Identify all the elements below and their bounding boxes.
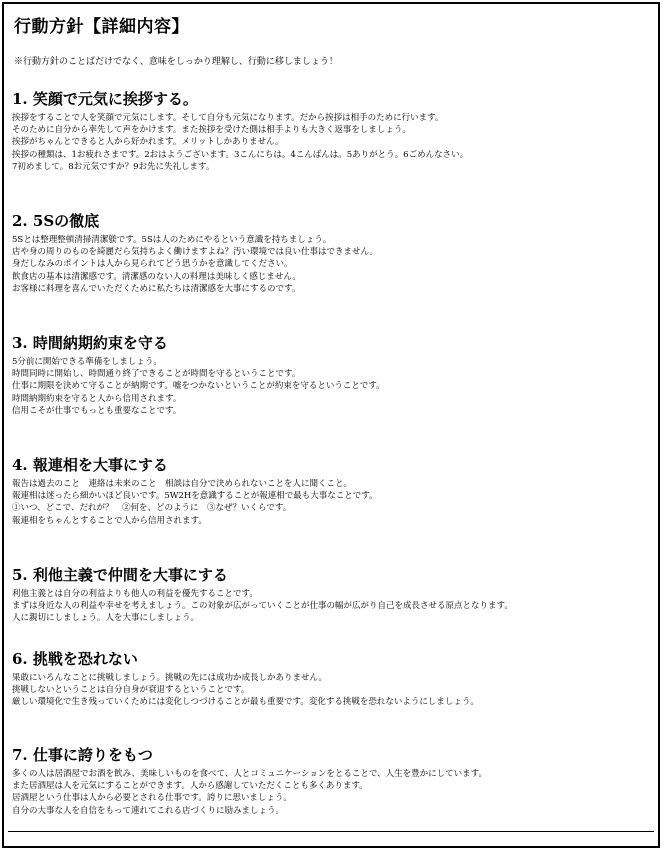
section-line: 果敢にいろんなことに挑戦しましょう。挑戦の先には成功か成長しかありません。 — [12, 673, 328, 683]
section-line: 居酒屋という仕事は人から必要とされる仕事です。誇りに思いましょう。 — [12, 793, 292, 804]
section-3 — [12, 334, 652, 417]
section-line: 挨拶の種類は、1お疲れさまです。2おはようございます。3こんにちは。4こんばんは。5ありがとう。6ごめんなさい。 — [12, 149, 469, 160]
section-line: 自分の大事な人を自信をもって連れてこれる店づくりに励みましょう。 — [12, 805, 285, 816]
section-line: 報告は過去のこと 連絡は未来のこと 相談は自分で決められないことを人に聞くこと。 — [12, 479, 353, 489]
section-line: 利他主義とは自分の利益よりも他人の利益を優先することです。 — [12, 589, 258, 599]
section-line: 時間同時に開始し、時間通り終了できることが時間を守るということです。 — [12, 369, 301, 380]
section-heading: 2. 5Sの徹底 — [12, 212, 100, 230]
section-line: まずは身近な人の利益や幸せを考えましょう。この対象が広がっていくことが仕事の幅が広がり自己を成長させる原点となります。 — [12, 601, 513, 612]
section-1 — [12, 90, 652, 173]
section-line: 信用こそが仕事でもっとも重要なことです。 — [12, 405, 182, 416]
document-frame — [2, 2, 660, 848]
section-line: 挨拶をすることで人を笑顔で元気にします。そして自分も元気になります。だから挨拶は相手のために行います。 — [12, 113, 444, 123]
section-7 — [12, 746, 652, 817]
section-heading: 5. 利他主義で仲間を大事にする — [12, 566, 228, 584]
section-2 — [12, 212, 652, 295]
section-line: 報連相をちゃんとすることで人から信用されます。 — [12, 515, 207, 526]
section-heading: 6. 挑戦を恐れない — [12, 650, 138, 668]
section-line: 5分前に開始できる準備をしましょう。 — [12, 357, 162, 367]
section-line: 身だしなみのポイントは人から見られてどう思うかを意識してください。 — [12, 259, 293, 270]
section-line: 挑戦しないということは自分自身が衰退するということです。 — [12, 685, 250, 696]
section-line: 厳しい環境化で生き残っていくためには変化しつづけることが最も重要です。変化する挑戦を恐れないようにしましょう。 — [12, 697, 479, 708]
section-line: 5Sとは整理整頓清掃清潔躾です。5Sは人のためにやるという意識を持ちましょう。 — [12, 235, 332, 245]
section-line: 仕事に期限を決めて守ることが納期です。嘘をつかないということが約束を守るということです。 — [12, 381, 385, 392]
section-line: ①いつ、どこで、だれが？ ②何を、どのように ③なぜ？いくらです。 — [12, 503, 292, 514]
section-heading: 4. 報連相を大事にする — [12, 456, 168, 474]
section-heading: 3. 時間納期約束を守る — [12, 334, 168, 352]
section-heading: 7. 仕事に誇りをもつ — [12, 746, 153, 764]
section-4 — [12, 456, 652, 527]
page-title: 行動方針【詳細内容】 — [14, 17, 189, 37]
section-line: 7初めまして。8お元気ですか？9お先に失礼します。 — [12, 161, 215, 172]
section-line: 店や身の周りのものを綺麗だら気持ちよく働けますよね？汚い環境では良い仕事はできません。 — [12, 247, 379, 258]
section-5 — [12, 566, 652, 625]
section-heading: 1. 笑顔で元気に挨拶する。 — [12, 90, 198, 108]
section-line: 人に親切にしましょう。人を大事にしましょう。 — [12, 613, 200, 624]
section-line: そのために自分から率先して声をかけます。また挨拶を受けた側は相手よりも大きく返事をしましょう。 — [12, 125, 411, 136]
intro-note: ※行動方針のことばだけでなく、意味をしっかり理解し、行動に移しましょう！ — [14, 57, 338, 67]
section-line: 飲食店の基本は清潔感です。清潔感のない人の料理は美味しく感じません。 — [12, 271, 301, 282]
section-line: 報連相は迷ったら細かいほど良いです。5W2Hを意識することが報連相で最も大事なことです。 — [12, 491, 378, 502]
section-line: 時間納期約束を守ると人から信用されます。 — [12, 393, 182, 404]
section-line: お客様に料理を喜んでいただくために私たちは清潔感を大事にするのです。 — [12, 283, 301, 294]
section-6 — [12, 650, 652, 709]
section-line: 多くの人は居酒屋でお酒を飲み、美味しいものを食べて、人とコミュニケーションをとることで、人生を豊かにしています。 — [12, 769, 487, 779]
section-line: また居酒屋は人を元気にすることができます。人から感謝していただくことも多くあります。 — [12, 781, 368, 792]
section-line: 挨拶がちゃんとできると人から好かれます。メリットしかありません。 — [12, 137, 284, 148]
bottom-divider — [8, 831, 654, 832]
